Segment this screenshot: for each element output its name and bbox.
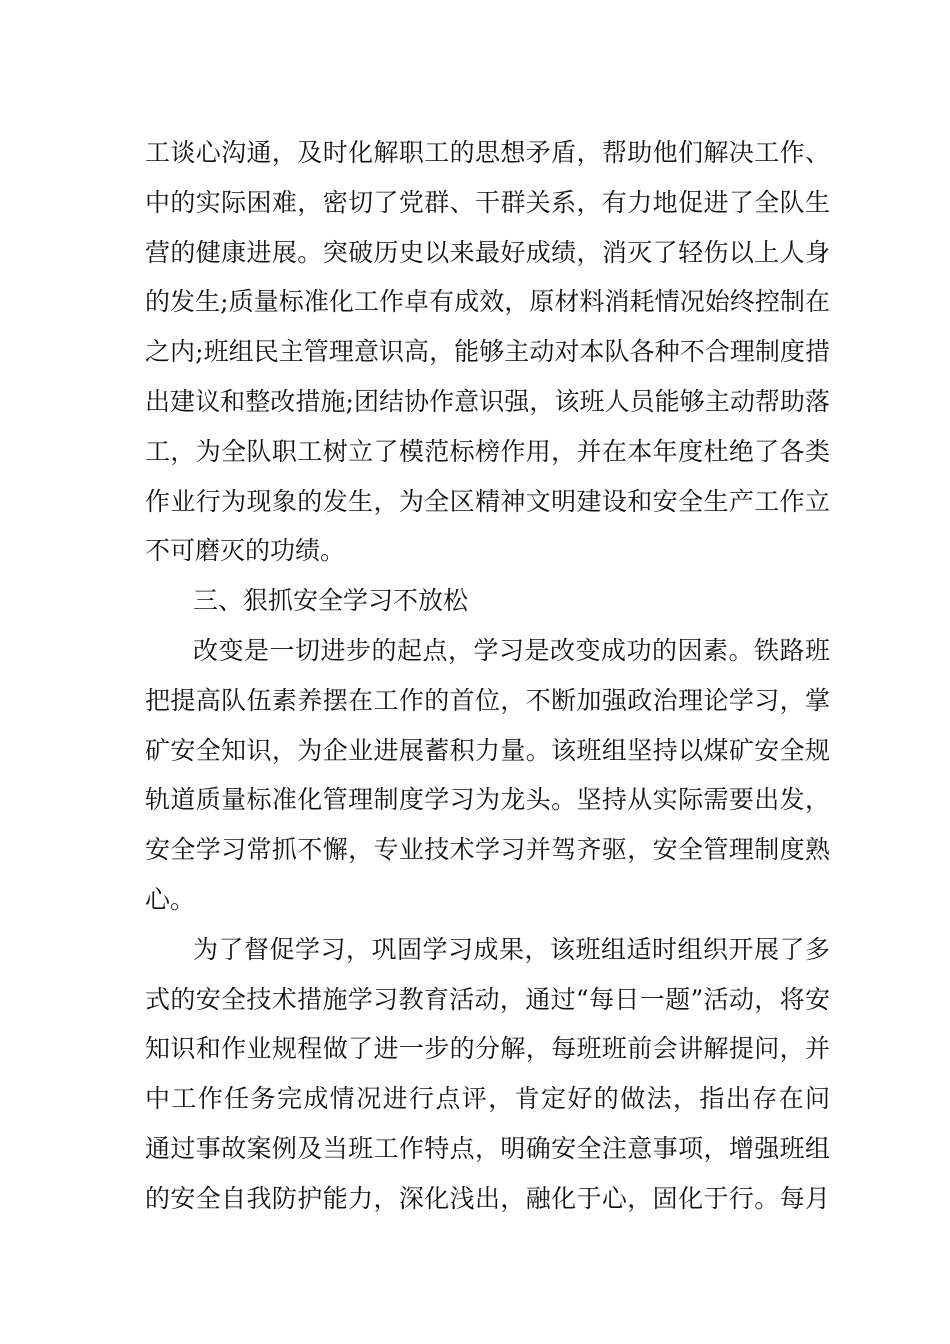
text-line: 的发生;质量标准化工作卓有成效，原材料消耗情况始终控制在 [145,287,830,317]
body-text [145,128,830,1224]
text-line: 中的实际困难，密切了党群、干群关系，有力地促进了全队生 [145,187,830,217]
text-line: 知识和作业规程做了进一步的分解，每班班前会讲解提问，并 [145,1034,830,1064]
text-line: 出建议和整改措施;团结协作意识强，该班人员能够主动帮助落 [145,386,830,416]
text-line: 作业行为现象的发生，为全区精神文明建设和安全生产工作立 [145,486,830,516]
text-line: 式的安全技术措施学习教育活动，通过“每日一题”活动，将安 [145,984,830,1014]
text-line: 矿安全知识，为企业进展蓄积力量。该班组坚持以煤矿安全规 [145,735,830,765]
text-line: 把提高队伍素养摆在工作的首位，不断加强政治理论学习，掌 [145,685,830,715]
text-line: 工，为全队职工树立了模范标榜作用，并在本年度杜绝了各类 [145,436,830,466]
text-line: 改变是一切进步的起点，学习是改变成功的因素。铁路班 [193,635,830,665]
text-line: 营的健康进展。突破历史以来最好成绩，消灭了轻伤以上人身 [145,237,830,267]
text-line: 工谈心沟通，及时化解职工的思想矛盾，帮助他们解决工作、 [145,138,830,167]
text-line: 不可磨灭的功绩。 [145,536,346,566]
text-line: 安全学习常抓不懈，专业技术学习并驾齐驱，安全管理制度熟 [145,835,830,865]
text-line: 的安全自我防护能力，深化浅出，融化于心，固化于行。每月 [145,1183,830,1213]
text-line: 为了督促学习，巩固学习成果，该班组适时组织开展了多 [193,934,830,964]
text-line: 通过事故案例及当班工作特点，明确安全注意事项，增强班组 [145,1133,830,1163]
text-line: 中工作任务完成情况进行点评，肯定好的做法，指出存在问 [145,1084,830,1114]
text-line: 之内;班组民主管理意识高，能够主动对本队各种不合理制度措 [145,337,830,367]
text-line: 轨道质量标准化管理制度学习为龙头。坚持从实际需要出发， [145,785,830,815]
section-heading: 三、狠抓安全学习不放松 [193,586,469,616]
text-line: 心。 [145,884,196,914]
